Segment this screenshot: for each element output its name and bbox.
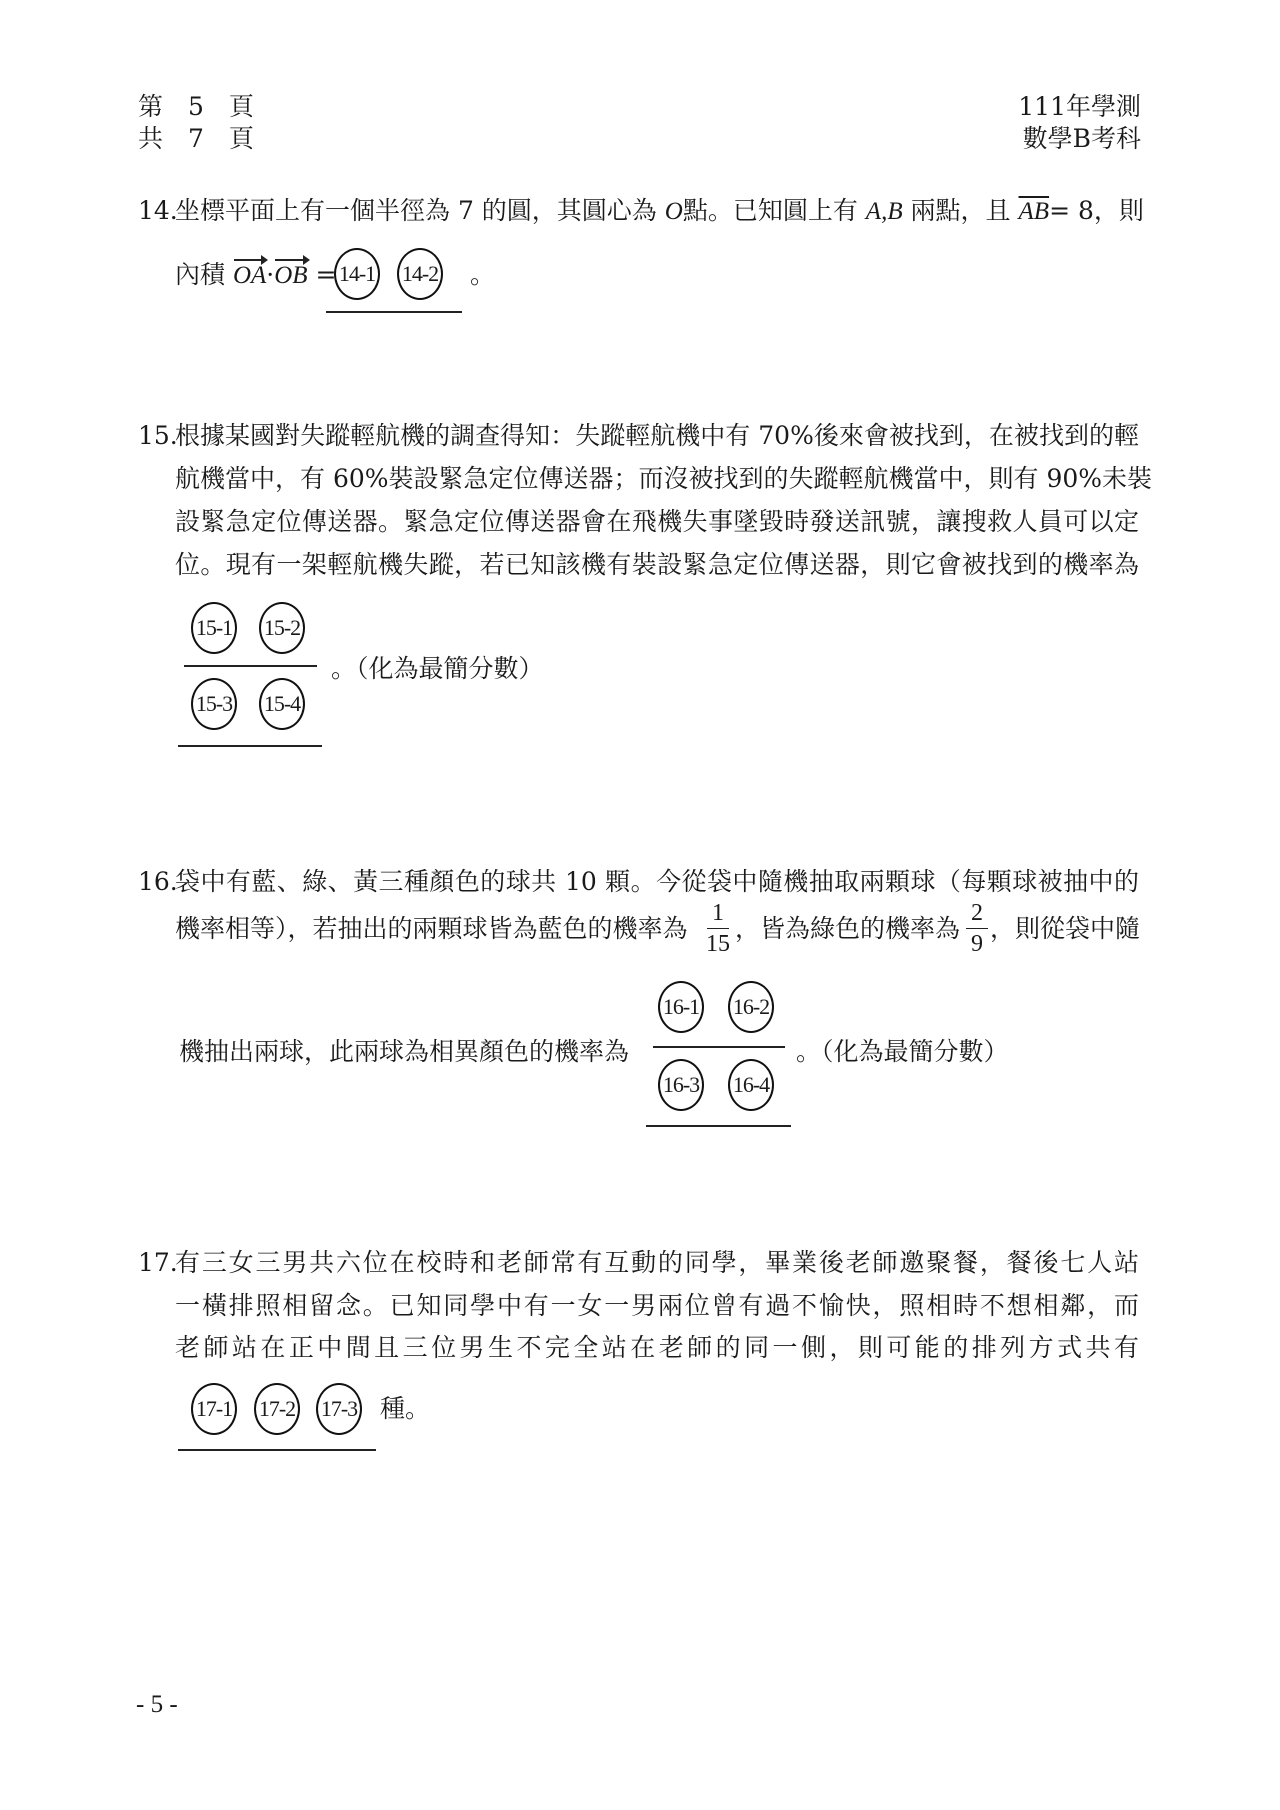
- numerator: 1: [712, 900, 724, 926]
- question-text-line: 設緊急定位傳送器。緊急定位傳送器會在飛機失事墜毀時發送訊號，讓搜救人員可以定: [175, 507, 1139, 536]
- footer-page-number: - 5 -: [136, 1691, 178, 1718]
- answer-underline: [178, 745, 322, 747]
- answer-box[interactable]: 14-2: [397, 248, 443, 300]
- answer-box[interactable]: 16-4: [728, 1059, 774, 1111]
- fraction-bar: [707, 928, 729, 929]
- question-text-line: 機抽出兩球，此兩球為相異顏色的機率為: [179, 1037, 630, 1066]
- point-label: O: [664, 198, 683, 225]
- simplify-note: 。（化為最簡分數）: [796, 1037, 1009, 1066]
- question-text-line: 袋中有藍、綠、黃三種顏色的球共 10 顆。今從袋中隨機抽取兩顆球（每顆球被抽中的: [175, 867, 1139, 896]
- vector-oa: OA: [232, 262, 267, 289]
- answer-box[interactable]: 17-1: [191, 1383, 237, 1435]
- page-number-label: 第 5 頁: [138, 92, 254, 121]
- question-number: 17.: [138, 1248, 178, 1277]
- answer-box[interactable]: 17-3: [316, 1383, 362, 1435]
- unit-label: 種。: [380, 1394, 431, 1423]
- total-pages-label: 共 7 頁: [138, 124, 254, 153]
- point-label: A,B: [865, 198, 903, 225]
- question-number: 14.: [138, 196, 178, 225]
- question-text-line: 位。現有一架輕航機失蹤，若已知該機有裝設緊急定位傳送器，則它會被找到的機率為: [175, 550, 1139, 579]
- denominator: 15: [706, 931, 730, 957]
- denominator: 9: [971, 931, 983, 957]
- fraction-1-15: [706, 900, 730, 957]
- text: 坐標平面上有一個半徑為 7 的圓，其圓心為: [175, 196, 657, 225]
- question-text-line: 老師站在正中間且三位男生不完全站在老師的同一側，則可能的排列方式共有: [175, 1333, 1139, 1362]
- answer-underline: [178, 1449, 376, 1451]
- question-text-line: ，則從袋中隨: [990, 914, 1141, 943]
- text: 點。已知圓上有: [682, 196, 858, 225]
- subject-title: 數學B考科: [1022, 124, 1141, 153]
- answer-box[interactable]: 16-2: [728, 981, 774, 1033]
- answer-box[interactable]: 16-1: [658, 981, 704, 1033]
- fraction-bar: [184, 665, 317, 667]
- text: 兩點，且: [910, 196, 1011, 225]
- dot-operator: ·: [266, 260, 275, 289]
- answer-box[interactable]: 16-3: [658, 1059, 704, 1111]
- text: 內積: [175, 260, 226, 289]
- fraction-2-9: [966, 900, 988, 957]
- numerator: 2: [971, 900, 983, 926]
- segment-label: $\overline{AB}$: [1018, 198, 1050, 225]
- fraction-bar: [653, 1046, 785, 1048]
- answer-box[interactable]: 17-2: [254, 1383, 300, 1435]
- fraction-bar: [966, 928, 988, 929]
- question-text-line: 根據某國對失蹤輕航機的調查得知：失蹤輕航機中有 70%後來會被找到，在被找到的輕: [175, 421, 1139, 450]
- question-number: 15.: [138, 421, 178, 450]
- question-text-line: 機率相等），若抽出的兩顆球皆為藍色的機率為: [175, 914, 688, 943]
- question-text-line: 航機當中，有 60%裝設緊急定位傳送器；而沒被找到的失蹤輕航機當中，則有 90%未裝: [175, 464, 1153, 493]
- period: 。: [470, 260, 496, 289]
- question-number: 16.: [138, 867, 178, 896]
- answer-box[interactable]: 15-2: [259, 602, 305, 654]
- answer-box[interactable]: 15-3: [191, 678, 237, 730]
- answer-underline: [646, 1125, 791, 1127]
- equals: =: [315, 260, 337, 289]
- answer-box[interactable]: 15-4: [259, 678, 305, 730]
- answer-box[interactable]: 14-1: [334, 248, 380, 300]
- question-text-line: [175, 196, 1144, 227]
- vector-ob: OB: [274, 262, 308, 289]
- question-text-line: 有三女三男共六位在校時和老師常有互動的同學，畢業後老師邀聚餐，餐後七人站: [175, 1248, 1139, 1277]
- question-text-line: ，皆為綠色的機率為: [735, 914, 961, 943]
- answer-underline: [326, 311, 462, 313]
- exam-title: 111年學測: [1018, 92, 1141, 121]
- question-text-line: [175, 260, 336, 291]
- simplify-note: 。（化為最簡分數）: [331, 654, 544, 683]
- answer-box[interactable]: 15-1: [191, 602, 237, 654]
- question-text-line: 一橫排照相留念。已知同學中有一女一男兩位曾有過不愉快，照相時不想相鄰，而: [175, 1291, 1139, 1320]
- text: = 8，則: [1049, 196, 1144, 225]
